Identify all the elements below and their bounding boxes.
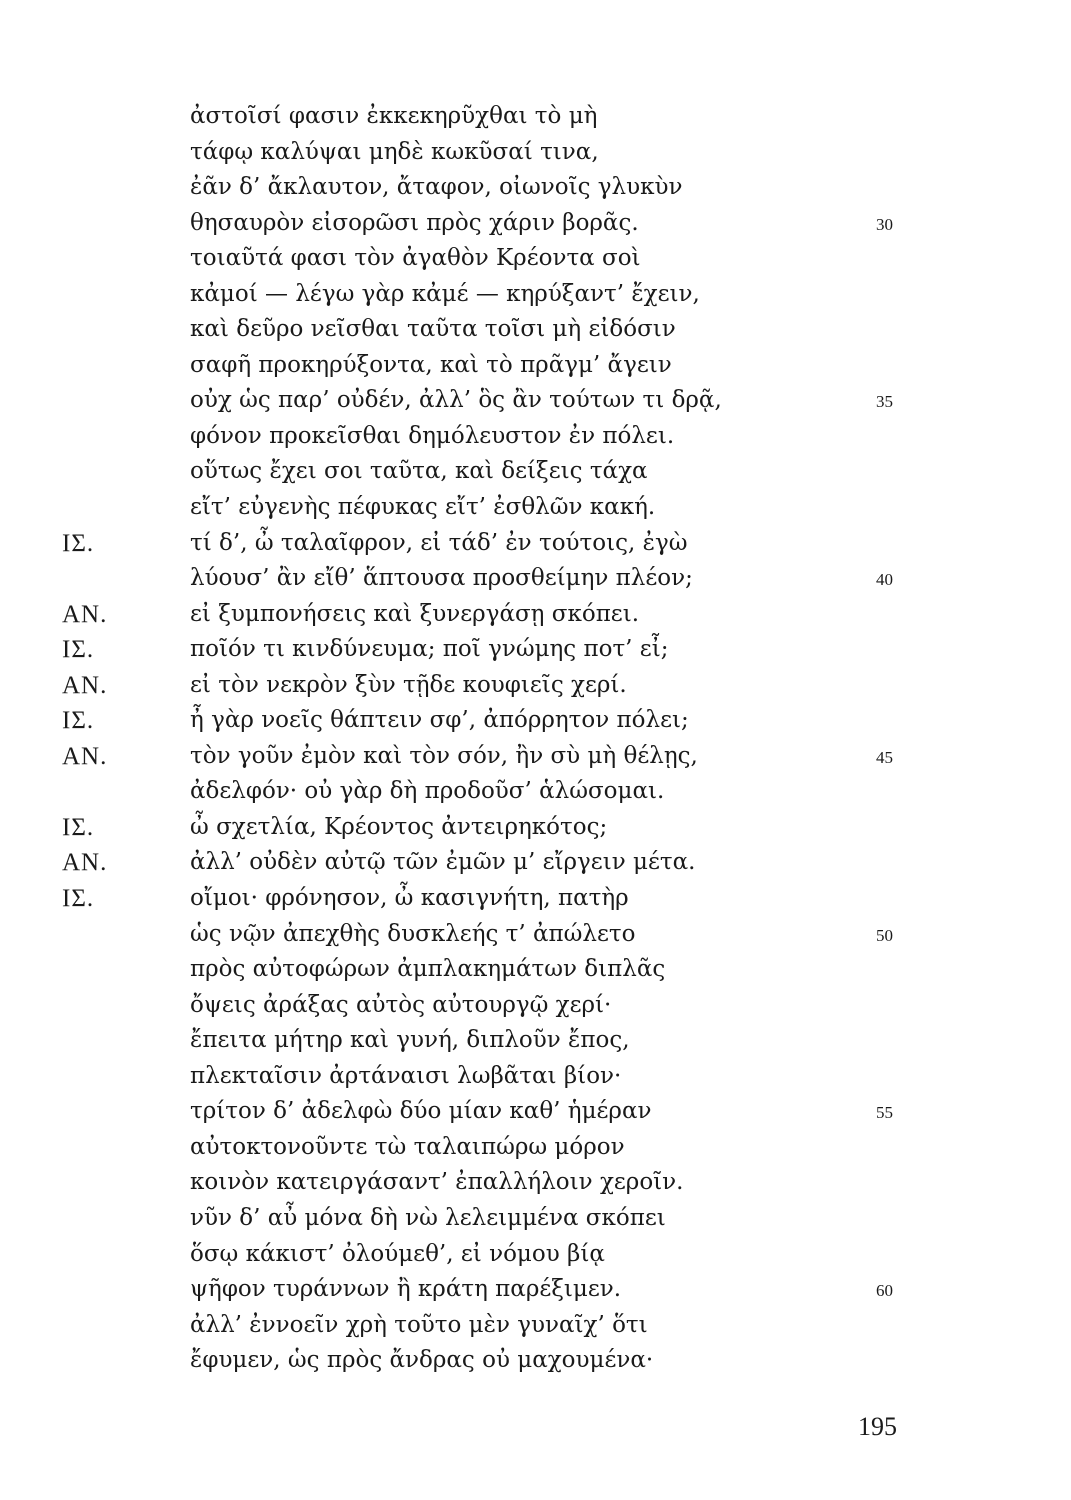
verse-line (0, 668, 1071, 704)
verse-text: ὡς νῷν ἀπεχθὴς δυσκλεής τ’ ἀπώλετο (190, 920, 636, 947)
speaker-label: ΑΝ. (62, 742, 108, 770)
page-number: 195 (858, 1412, 897, 1441)
line-number: 45 (876, 747, 893, 767)
speaker-label: ΑΝ. (62, 671, 108, 699)
speaker-label: ΑΝ. (62, 849, 108, 877)
verse-text: τοιαῦτά φασι τὸν ἀγαθὸν Κρέοντα σοὶ (190, 245, 641, 272)
verse-line (0, 277, 1071, 313)
verse-line (0, 561, 1071, 597)
verse-block (0, 99, 1071, 1379)
verse-text: τάφῳ καλύψαι μηδὲ κωκῦσαί τινα, (190, 138, 599, 165)
verse-text: ἀστοῖσί φασιν ἐκκεκηρῦχθαι τὸ μὴ (190, 103, 598, 129)
verse-line (0, 1237, 1071, 1273)
verse-text: ἀδελφόν· οὐ γὰρ δὴ προδοῦσ’ ἁλώσομαι. (190, 778, 665, 805)
verse-line (0, 632, 1071, 668)
verse-line (0, 526, 1071, 562)
speaker-label: ΙΣ. (62, 707, 95, 735)
verse-text: ἦ γὰρ νοεῖς θάπτειν σφ’, ἀπόρρητον πόλει; (190, 707, 689, 734)
verse-line (0, 454, 1071, 490)
verse-line (0, 419, 1071, 455)
verse-line (0, 952, 1071, 988)
verse-text: ἔφυμεν, ὡς πρὸς ἄνδρας οὐ μαχουμένα· (190, 1347, 654, 1374)
verse-text: λύουσ’ ἂν εἴθ’ ἅπτουσα προσθείμην πλέον; (190, 565, 693, 592)
verse-text: καὶ δεῦρο νεῖσθαι ταῦτα τοῖσι μὴ εἰδόσιν (190, 316, 676, 343)
verse-text: ἔπειτα μήτηρ καὶ γυνή, διπλοῦν ἔπος, (190, 1027, 630, 1054)
line-number: 30 (876, 214, 893, 234)
verse-text: τὸν γοῦν ἐμὸν καὶ τὸν σόν, ἢν σὺ μὴ θέλῃς, (190, 742, 698, 769)
verse-line (0, 1023, 1071, 1059)
verse-text: οἴμοι· φρόνησον, ὦ κασιγνήτη, πατὴρ (190, 885, 629, 912)
verse-text: φόνον προκεῖσθαι δημόλευστον ἐν πόλει. (190, 422, 675, 449)
verse-text: ἐᾶν δ’ ἄκλαυτον, ἄταφον, οἰωνοῖς γλυκὺν (190, 174, 683, 201)
verse-text: οὕτως ἔχει σοι ταῦτα, καὶ δείξεις τάχα (190, 458, 648, 485)
verse-text: ἀλλ’ ἐννοεῖν χρὴ τοῦτο μὲν γυναῖχ’ ὅτι (190, 1311, 648, 1338)
line-number: 40 (876, 570, 893, 590)
verse-text: εἰ ξυμπονήσεις καὶ ξυνεργάσῃ σκόπει. (190, 600, 640, 627)
line-number: 60 (876, 1281, 893, 1301)
verse-text: πρὸς αὐτοφώρων ἀμπλακημάτων διπλᾶς (190, 956, 666, 983)
verse-line (0, 597, 1071, 633)
speaker-label: ΙΣ. (62, 813, 95, 841)
verse-text: αὐτοκτονοῦντε τὼ ταλαιπώρω μόρον (190, 1133, 625, 1160)
verse-line (0, 739, 1071, 775)
verse-line (0, 1059, 1071, 1095)
verse-text: κοινὸν κατειργάσαντ’ ἐπαλλήλοιν χεροῖν. (190, 1169, 684, 1196)
verse-line (0, 1201, 1071, 1237)
verse-text: τί δ’, ὦ ταλαῖφρον, εἰ τάδ’ ἐν τούτοις, ἐγὼ (190, 529, 688, 556)
verse-text: ψῆφον τυράννων ἢ κράτη παρέξιμεν. (190, 1276, 622, 1303)
verse-line (0, 1343, 1071, 1379)
verse-line (0, 490, 1071, 526)
speaker-label: ΙΣ. (62, 529, 95, 557)
verse-text: σαφῆ προκηρύξοντα, καὶ τὸ πρᾶγμ’ ἄγειν (190, 351, 672, 378)
verse-text: ὅσῳ κάκιστ’ ὀλούμεθ’, εἰ νόμου βίᾳ (190, 1240, 605, 1267)
verse-line (0, 312, 1071, 348)
verse-text: πλεκταῖσιν ἀρτάναισι λωβᾶται βίον· (190, 1062, 622, 1089)
verse-line (0, 1130, 1071, 1166)
verse-line (0, 917, 1071, 953)
verse-text: ποῖόν τι κινδύνευμα; ποῖ γνώμης ποτ’ εἶ; (190, 636, 669, 663)
verse-line (0, 703, 1071, 739)
line-number: 35 (876, 392, 893, 412)
verse-line (0, 1272, 1071, 1308)
verse-text: οὐχ ὡς παρ’ οὐδέν, ἀλλ’ ὃς ἂν τούτων τι δρᾷ, (190, 387, 722, 414)
verse-text: εἴτ’ εὐγενὴς πέφυκας εἴτ’ ἐσθλῶν κακή. (190, 494, 656, 521)
verse-line (0, 170, 1071, 206)
verse-text: ὄψεις ἀράξας αὐτὸς αὐτουργῷ χερί· (190, 991, 612, 1018)
line-number: 50 (876, 925, 893, 945)
verse-line (0, 383, 1071, 419)
verse-text: εἰ τὸν νεκρὸν ξὺν τῇδε κουφιεῖς χερί. (190, 671, 627, 698)
verse-line (0, 99, 1071, 135)
verse-line (0, 774, 1071, 810)
speaker-label: ΙΣ. (62, 636, 95, 664)
verse-line (0, 348, 1071, 384)
verse-line (0, 241, 1071, 277)
verse-line (0, 845, 1071, 881)
verse-line (0, 135, 1071, 171)
verse-line (0, 206, 1071, 242)
verse-text: κἀμοί — λέγω γὰρ κἀμέ — κηρύξαντ’ ἔχειν, (190, 280, 700, 307)
verse-text: θησαυρὸν εἰσορῶσι πρὸς χάριν βορᾶς. (190, 209, 639, 236)
verse-line (0, 1308, 1071, 1344)
speaker-label: ΙΣ. (62, 885, 95, 913)
verse-text: νῦν δ’ αὖ μόνα δὴ νὼ λελειμμένα σκόπει (190, 1204, 666, 1231)
line-number: 55 (876, 1103, 893, 1123)
speaker-label: ΑΝ. (62, 600, 108, 628)
verse-line (0, 881, 1071, 917)
verse-line (0, 1094, 1071, 1130)
verse-text: ἀλλ’ οὐδὲν αὐτῷ τῶν ἐμῶν μ’ εἴργειν μέτα. (190, 849, 696, 876)
verse-text: ὦ σχετλία, Κρέοντος ἀντειρηκότος; (190, 813, 608, 840)
verse-line (0, 988, 1071, 1024)
verse-text: τρίτον δ’ ἀδελφὼ δύο μίαν καθ’ ἡμέραν (190, 1098, 652, 1125)
verse-line (0, 1165, 1071, 1201)
verse-line (0, 810, 1071, 846)
